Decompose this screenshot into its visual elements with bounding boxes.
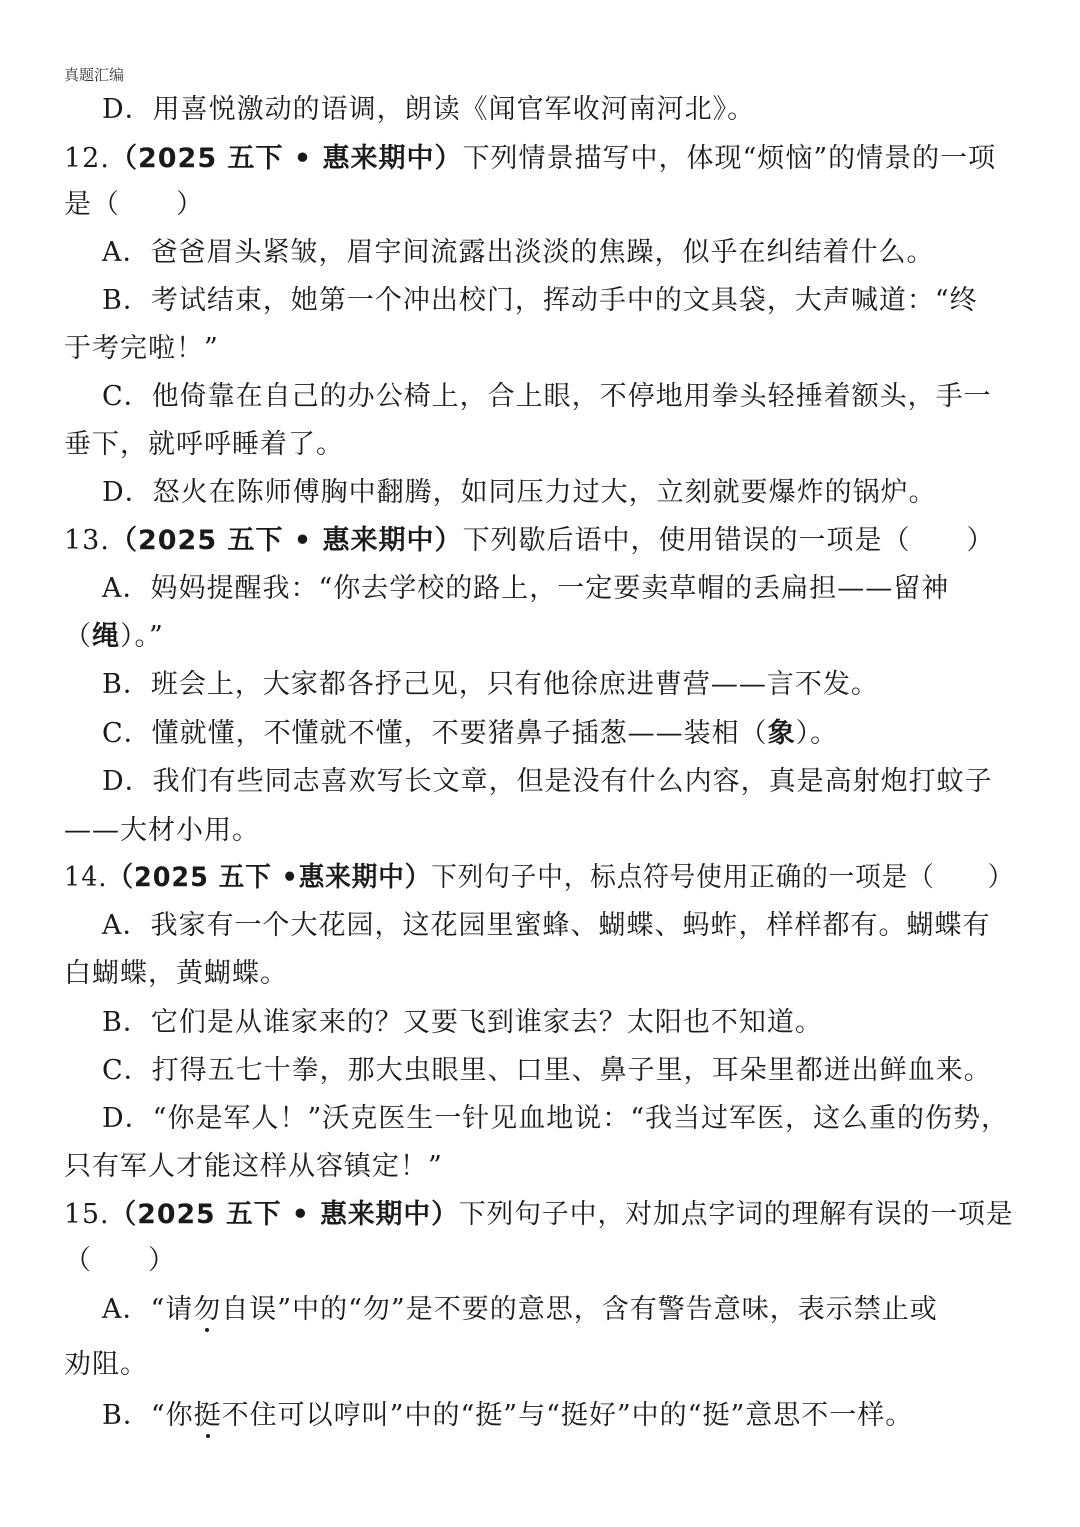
q14-option-d: D．“你是军人！”沃克医生一针见血地说：“我当过军医，这么重的伤势， bbox=[102, 1103, 1010, 1134]
bold-char: 象 bbox=[767, 718, 796, 749]
question-15-stem bbox=[64, 1197, 1014, 1233]
question-source-tag: （2025 五下 • 惠来期中） bbox=[109, 525, 463, 556]
q12-option-c-cont: 垂下，就呼呼睡着了。 bbox=[64, 429, 344, 460]
q12-option-c: C．他倚靠在自己的办公椅上，合上眼，不停地用拳头轻捶着额头，手一 bbox=[102, 381, 992, 412]
text-segment: 不住可以哼叫”中的“挺”与“挺好”中的“挺”意思不一样。 bbox=[221, 1400, 914, 1431]
q12-option-a: A．爸爸眉头紧皱，眉宇间流露出淡淡的焦躁，似乎在纠结着什么。 bbox=[102, 237, 935, 268]
q13-option-d: D．我们有些同志喜欢写长文章，但是没有什么内容，真是高射炮打蚊子 bbox=[102, 766, 993, 797]
bold-char: 绳 bbox=[92, 621, 120, 652]
question-text: 下列歇后语中，使用错误的一项是（ ） bbox=[462, 525, 995, 556]
question-number: 15. bbox=[64, 1199, 110, 1230]
q14-option-c: C．打得五七十拳，那大虫眼里、口里、鼻子里，耳朵里都迸出鲜血来。 bbox=[102, 1055, 992, 1086]
q14-option-a: A．我家有一个大花园，这花园里蜜蜂、蝴蝶、蚂蚱，样样都有。蝴蝶有 bbox=[102, 910, 991, 941]
question-text: 下列句子中，对加点字词的理解有误的一项是 bbox=[458, 1199, 1014, 1230]
question-source-tag: （2025 五下 • 惠来期中） bbox=[109, 143, 463, 174]
dotted-char: 勿 bbox=[193, 1292, 221, 1328]
text-segment: ）。 bbox=[795, 718, 839, 749]
text-segment: B．“你 bbox=[102, 1400, 194, 1431]
text-segment: （ bbox=[64, 621, 92, 652]
dotted-char: 挺 bbox=[194, 1398, 222, 1434]
text-segment: A．“请 bbox=[102, 1294, 194, 1325]
q12-option-d: D．怒火在陈师傅胸中翻腾，如同压力过大，立刻就要爆炸的锅炉。 bbox=[102, 477, 937, 508]
question-12-stem bbox=[64, 141, 996, 177]
question-12-stem-cont: 是（ ） bbox=[64, 189, 204, 220]
question-source-tag: （2025 五下 •惠来期中） bbox=[107, 862, 432, 893]
q14-option-a-cont: 白蝴蝶，黄蝴蝶。 bbox=[64, 958, 288, 989]
text-segment: ）。” bbox=[120, 621, 164, 652]
q13-option-b: B．班会上，大家都各抒己见，只有他徐庶进曹营——言不发。 bbox=[102, 669, 879, 700]
q12-option-b-cont: 于考完啦！” bbox=[64, 333, 219, 364]
q11-option-d: D．用喜悦激动的语调，朗读《闻官军收河南河北》。 bbox=[102, 94, 756, 125]
text-segment: C．懂就懂，不懂就不懂，不要猪鼻子插葱——装相（ bbox=[102, 718, 768, 749]
q13-option-d-cont: ——大材小用。 bbox=[64, 815, 260, 846]
q15-option-b bbox=[102, 1398, 913, 1434]
question-number: 13. bbox=[64, 525, 110, 556]
q14-option-d-cont: 只有军人才能这样从容镇定！” bbox=[64, 1151, 443, 1182]
q15-option-a-cont: 劝阻。 bbox=[64, 1349, 148, 1380]
question-text: 下列句子中，标点符号使用正确的一项是（ ） bbox=[431, 862, 1015, 893]
q15-option-a bbox=[102, 1292, 938, 1328]
page-header: 真题汇编 bbox=[64, 66, 125, 84]
question-source-tag: （2025 五下 • 惠来期中） bbox=[109, 1199, 459, 1230]
question-text: 下列情景描写中，体现“烦恼”的情景的一项 bbox=[462, 143, 997, 174]
q13-option-a: A．妈妈提醒我：“你去学校的路上，一定要卖草帽的丢扁担——留神 bbox=[102, 573, 950, 604]
question-15-stem-cont: （ ） bbox=[64, 1245, 176, 1276]
q13-option-a-cont bbox=[64, 619, 164, 655]
q13-option-c bbox=[102, 716, 838, 752]
question-number: 12. bbox=[64, 143, 110, 174]
question-13-stem bbox=[64, 523, 995, 559]
question-number: 14. bbox=[64, 862, 108, 893]
q14-option-b: B．它们是从谁家来的？又要飞到谁家去？太阳也不知道。 bbox=[102, 1007, 823, 1038]
question-14-stem bbox=[64, 860, 1014, 896]
text-segment: 自误”中的“勿”是不要的意思，含有警告意味，表示禁止或 bbox=[221, 1294, 938, 1325]
q12-option-b: B．考试结束，她第一个冲出校门，挥动手中的文具袋，大声喊道：“终 bbox=[102, 285, 978, 316]
